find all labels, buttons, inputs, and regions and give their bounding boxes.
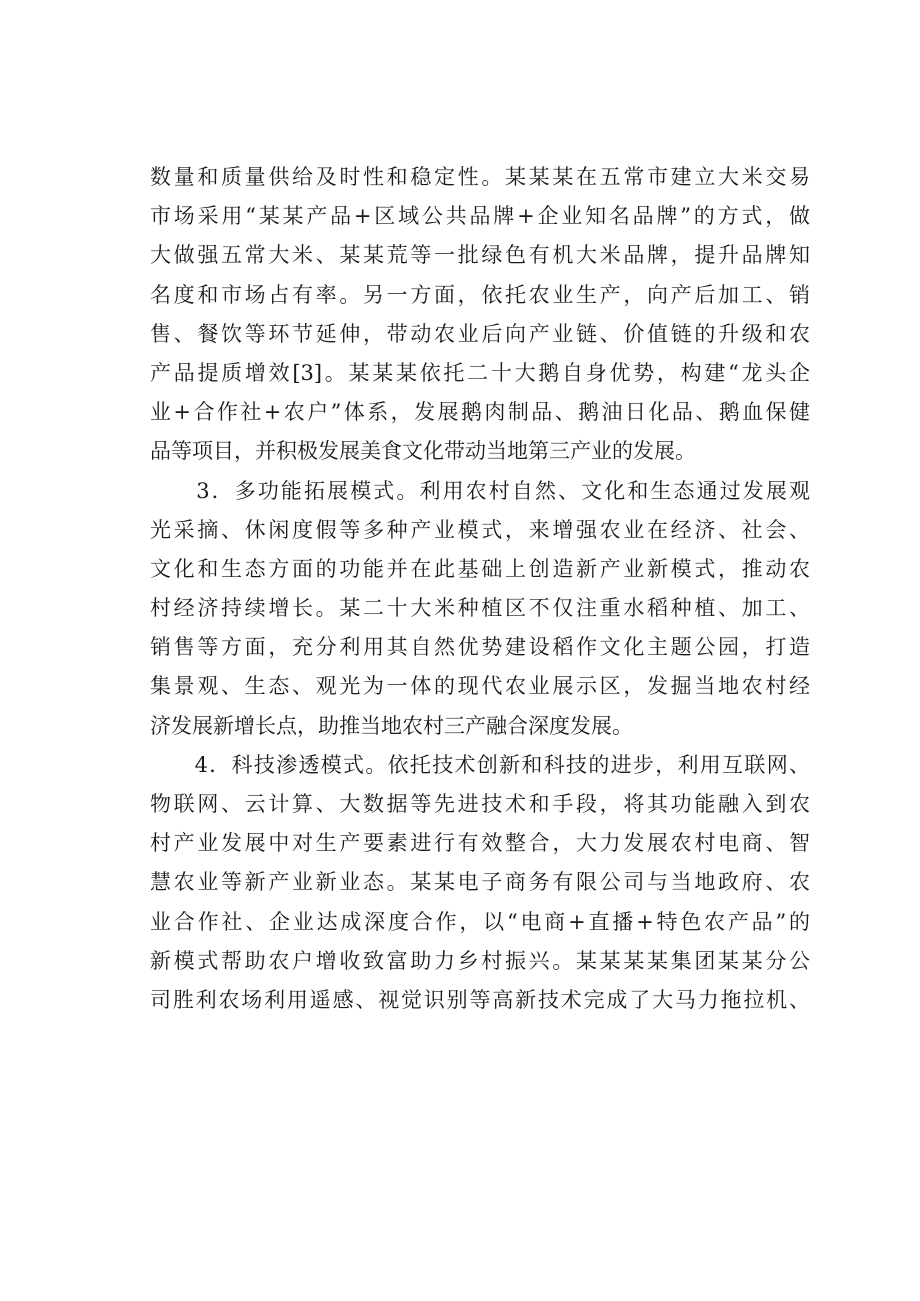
text-line: 市场采用“某某产品+区域公共品牌+企业知名品牌”的方式，做: [150, 204, 810, 229]
text-line: 名度和市场占有率。另一方面，依托农业生产，向产后加工、销: [150, 282, 810, 307]
text-line: 4．科技渗透模式。依托技术创新和科技的进步，利用互联网、: [150, 752, 810, 777]
text-line: 文化和生态方面的功能并在此基础上创造新产业新模式，推动农: [150, 556, 810, 581]
text-line: 数量和质量供给及时性和稳定性。某某某在五常市建立大米交易: [150, 165, 810, 189]
text-line: 司胜利农场利用遥感、视觉识别等高新技术完成了大马力拖拉机、: [150, 987, 810, 1012]
text-line: 新模式帮助农户增收致富助力乡村振兴。某某某某集团某某分公: [150, 948, 810, 973]
paragraph-3: [150, 746, 810, 1020]
text-line: 慧农业等新产业新业态。某某电子商务有限公司与当地政府、农: [150, 870, 810, 895]
text-line: 3．多功能拓展模式。利用农村自然、文化和生态通过发展观: [150, 478, 810, 503]
text-line: 光采摘、休闲度假等多种产业模式，来增强农业在经济、社会、: [150, 517, 810, 542]
text-line: 产品提质增效[3]。某某某依托二十大鹅自身优势，构建“龙头企: [150, 360, 810, 385]
text-line: 品等项目，并积极发展美食文化带动当地第三产业的发展。: [150, 439, 696, 464]
text-line: 集景观、生态、观光为一体的现代农业展示区，发掘当地农村经: [150, 674, 810, 699]
paragraph-1: [150, 158, 810, 472]
text-line: 济发展新增长点，助推当地农村三产融合深度发展。: [150, 713, 633, 738]
text-line: 大做强五常大米、某某荒等一批绿色有机大米品牌，提升品牌知: [150, 243, 810, 268]
text-line: 村产业发展中对生产要素进行有效整合，大力发展农村电商、智: [150, 831, 810, 856]
text-line: 业+合作社+农户”体系，发展鹅肉制品、鹅油日化品、鹅血保健: [150, 400, 810, 425]
body-text: [150, 158, 810, 1020]
text-line: 业合作社、企业达成深度合作，以“电商+直播+特色农产品”的: [150, 909, 810, 934]
text-line: 村经济持续增长。某二十大米种植区不仅注重水稻种植、加工、: [150, 596, 810, 621]
text-line: 售、餐饮等环节延伸，带动农业后向产业链、价值链的升级和农: [150, 321, 810, 346]
text-line: 物联网、云计算、大数据等先进技术和手段，将其功能融入到农: [150, 792, 810, 816]
text-line: 销售等方面，充分利用其自然优势建设稻作文化主题公园，打造: [150, 635, 810, 660]
paragraph-2: [150, 472, 810, 746]
